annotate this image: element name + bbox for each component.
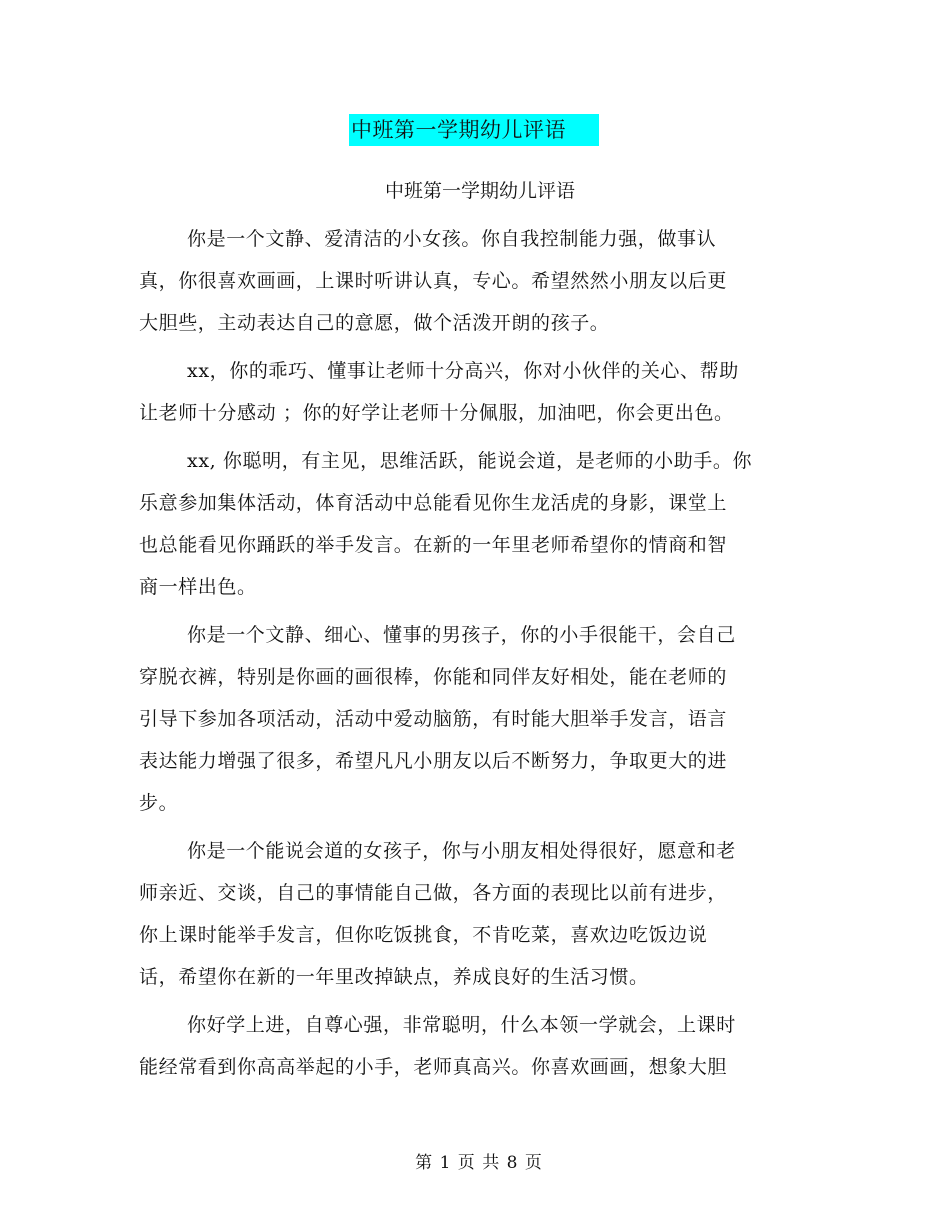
text-line: 大胆些，主动表达自己的意愿，做个活泼开朗的孩子。 [139,312,610,334]
text-line: 你好学上进，自尊心强，非常聪明，什么本领一学就会，上课时 [187,1014,736,1036]
paragraph-5 [139,830,779,998]
text-line: 穿脱衣裤，特别是你画的画很棒，你能和同伴友好相处，能在老师的 [139,666,728,688]
paragraph-6 [139,1004,779,1088]
paragraph-4 [139,614,779,824]
text-line: 商一样出色。 [139,576,257,598]
text-line: 表达能力增强了很多，希望凡凡小朋友以后不断努力，争取更大的进 [139,750,728,772]
text-line: xx, 你聪明，有主见，思维活跃，能说会道，是老师的小助手。你 [187,450,753,472]
document-body [139,218,779,1094]
paragraph-1 [139,218,779,344]
text-line: 步。 [139,792,179,814]
text-line: 你是一个文静、爱清洁的小女孩。你自我控制能力强，做事认 [187,228,717,250]
paragraph-2 [139,350,779,434]
text-line: 师亲近、交谈，自己的事情能自己做，各方面的表现比以前有进步， [139,882,728,904]
document-subtitle: 中班第一学期幼儿评语 [384,180,575,202]
document-title: 中班第一学期幼儿评语 [349,114,599,146]
paragraph-3 [139,440,779,608]
text-line: 让老师十分感动 ；你的好学让老师十分佩服，加油吧，你会更出色。 [139,402,734,424]
text-line: 你是一个文静、细心、懂事的男孩子，你的小手很能干，会自己 [187,624,736,646]
text-line: 乐意参加集体活动，体育活动中总能看见你生龙活虎的身影，课堂上 [139,492,728,514]
text-line: 你上课时能举手发言，但你吃饭挑食，不肯吃菜，喜欢边吃饭边说 [139,924,708,946]
text-line: 引导下参加各项活动，活动中爱动脑筋，有时能大胆举手发言，语言 [139,708,728,730]
text-line: 能经常看到你高高举起的小手，老师真高兴。你喜欢画画，想象大胆 [139,1056,728,1078]
text-line: xx，你的乖巧、懂事让老师十分高兴，你对小伙伴的关心、帮助 [187,360,739,382]
text-line: 真，你很喜欢画画，上课时听讲认真，专心。希望然然小朋友以后更 [139,270,728,292]
text-line: 话，希望你在新的一年里改掉缺点，养成良好的生活习惯。 [139,966,649,988]
text-line: 也总能看见你踊跃的举手发言。在新的一年里老师希望你的情商和智 [139,534,728,556]
page-footer: 第 1 页 共 8 页 [415,1153,543,1173]
text-line: 你是一个能说会道的女孩子，你与小朋友相处得很好，愿意和老 [187,840,736,862]
